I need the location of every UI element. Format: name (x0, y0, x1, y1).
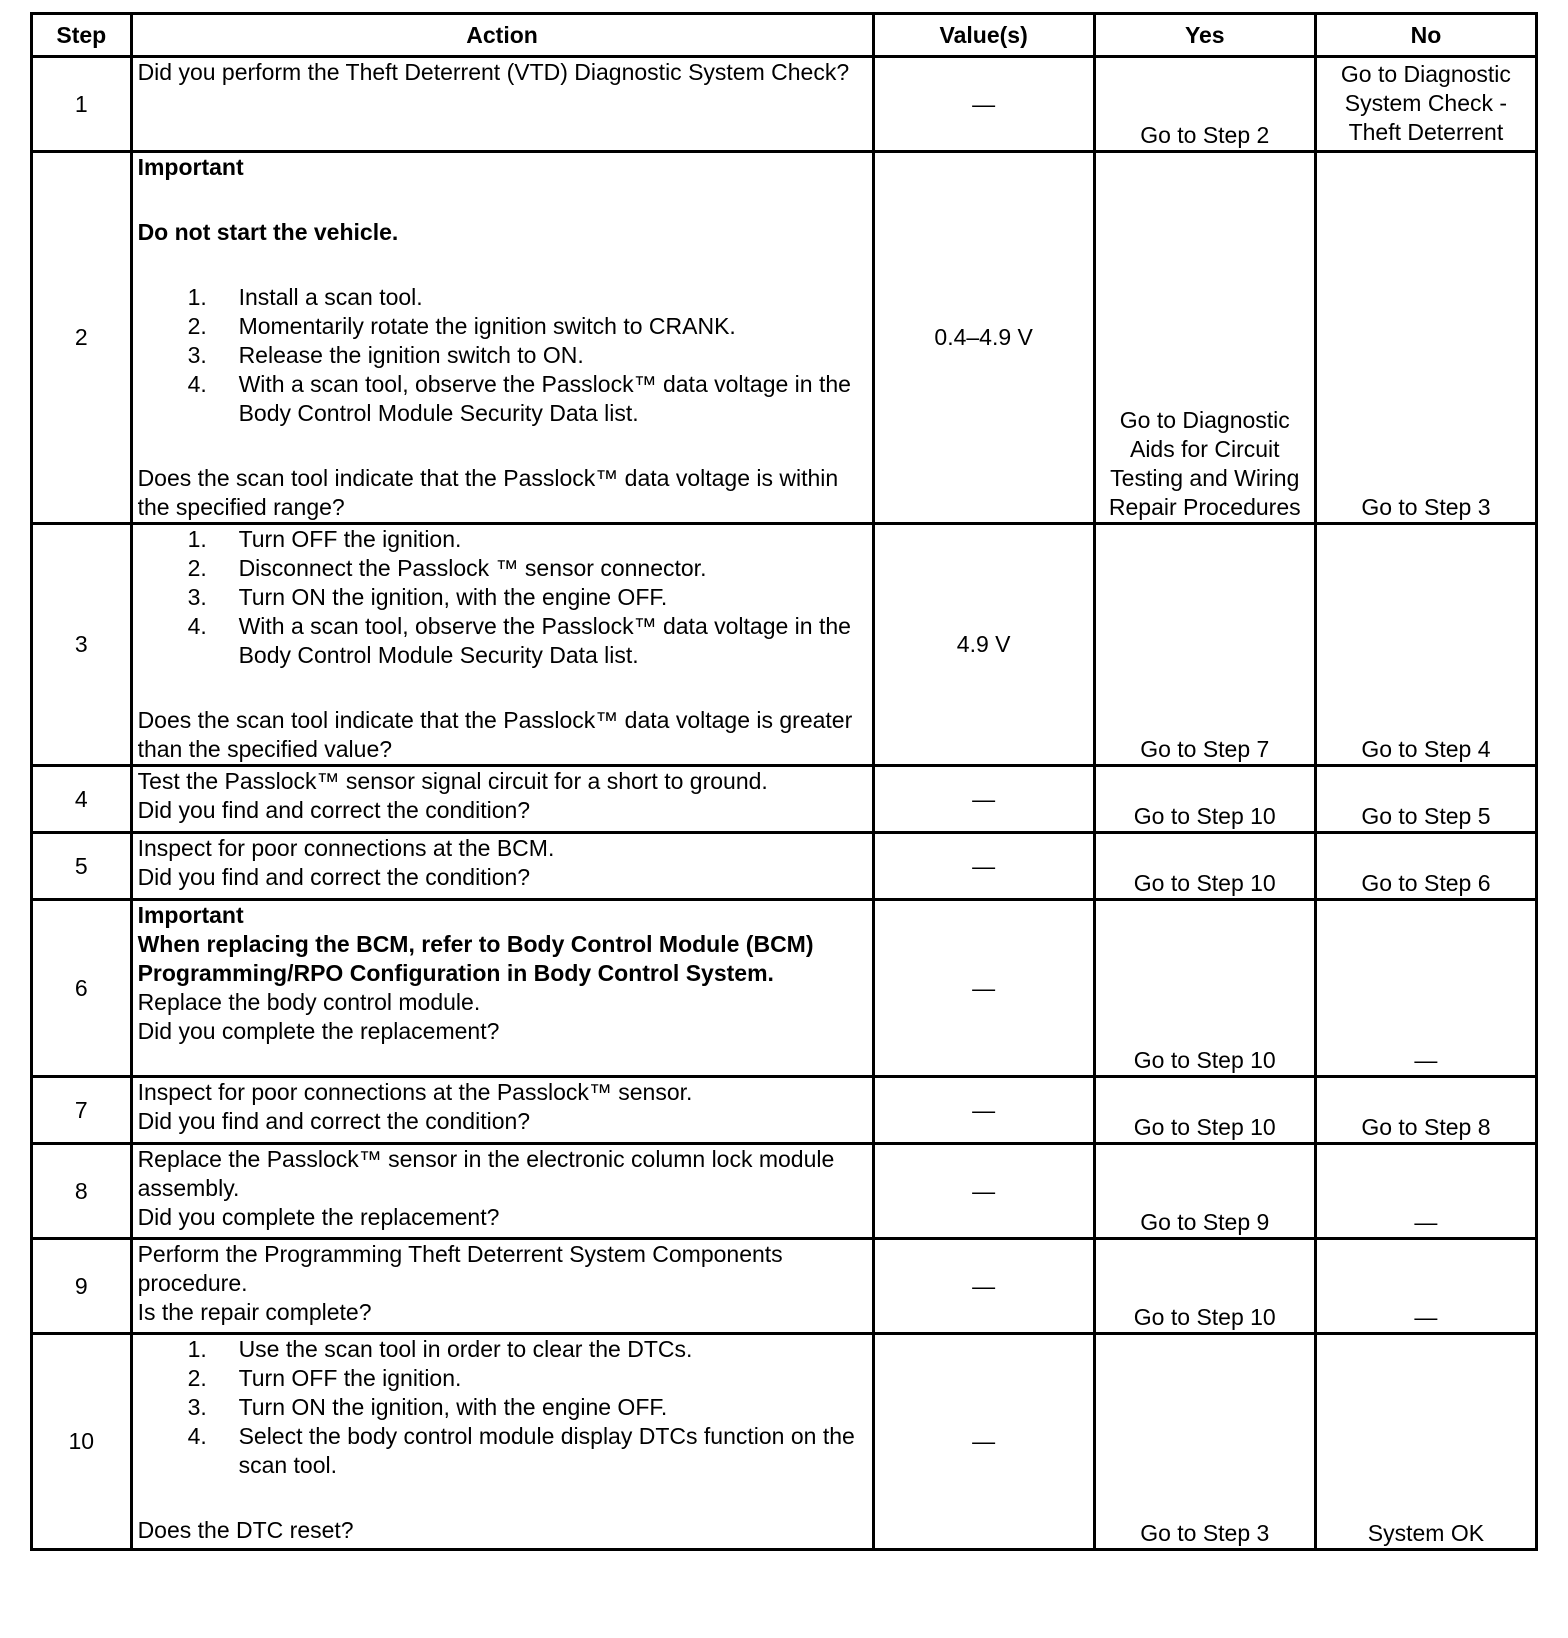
table-row (32, 1077, 1537, 1144)
list-item: 2. Disconnect the Passlock ™ sensor connector. (187, 555, 707, 581)
value-cell: — (873, 833, 1094, 900)
yes-cell: Go to Step 7 (1094, 524, 1315, 766)
table-row (32, 766, 1537, 833)
table-row (32, 1239, 1537, 1334)
yes-cell: Go to Step 10 (1094, 833, 1315, 900)
important-heading: Important (137, 902, 244, 928)
yes-cell: Go to Step 10 (1094, 1077, 1315, 1144)
action-cell (131, 1077, 873, 1144)
question-text: Is the repair complete? (137, 1299, 372, 1325)
action-cell (131, 152, 873, 524)
question-text: Did you find and correct the condition? (137, 864, 531, 890)
no-cell: — (1315, 1239, 1536, 1334)
important-heading: Important (137, 154, 244, 180)
step-number: 6 (32, 900, 132, 1077)
list-item: 3. Release the ignition switch to ON. (187, 342, 584, 368)
list-item: 1. Use the scan tool in order to clear the DTCs. (187, 1336, 693, 1362)
table-row (32, 833, 1537, 900)
step-number: 3 (32, 524, 132, 766)
list-item: 4. With a scan tool, observe the Passlock™ data voltage in the Body Control Module Security Data list. (187, 613, 851, 668)
header-values: Value(s) (873, 14, 1094, 57)
yes-cell: Go to Step 3 (1094, 1334, 1315, 1550)
step-number: 7 (32, 1077, 132, 1144)
action-cell (131, 57, 873, 152)
question-text: Does the DTC reset? (137, 1517, 354, 1543)
no-cell: Go to Step 8 (1315, 1077, 1536, 1144)
no-cell: Go to Step 3 (1315, 152, 1536, 524)
header-row (32, 14, 1537, 57)
no-cell: Go to Step 4 (1315, 524, 1536, 766)
question-text: Did you complete the replacement? (137, 1018, 500, 1044)
diagnostic-table (30, 12, 1538, 1551)
action-text: Perform the Programming Theft Deterrent System Components procedure. (137, 1241, 783, 1296)
yes-cell: Go to Step 10 (1094, 1239, 1315, 1334)
step-number: 4 (32, 766, 132, 833)
table-row (32, 1334, 1537, 1550)
question-text: Does the scan tool indicate that the Passlock™ data voltage is greater than the specified value? (137, 707, 853, 762)
important-note: When replacing the BCM, refer to Body Control Module (BCM) Programming/RPO Configuration in Body Control System. (137, 931, 814, 986)
table-row (32, 152, 1537, 524)
table-row (32, 1144, 1537, 1239)
yes-cell: Go to Step 10 (1094, 900, 1315, 1077)
action-cell (131, 833, 873, 900)
value-cell: — (873, 1334, 1094, 1550)
header-yes: Yes (1094, 14, 1315, 57)
value-cell: 4.9 V (873, 524, 1094, 766)
important-note: Do not start the vehicle. (137, 219, 399, 245)
step-number: 2 (32, 152, 132, 524)
action-text: Replace the body control module. (137, 989, 481, 1015)
header-step: Step (32, 14, 132, 57)
procedure-list (138, 525, 867, 670)
procedure-list (138, 283, 867, 428)
value-cell: — (873, 57, 1094, 152)
table-row (32, 524, 1537, 766)
action-text: Inspect for poor connections at the BCM. (137, 835, 555, 861)
list-item: 4. With a scan tool, observe the Passlock™ data voltage in the Body Control Module Security Data list. (187, 371, 851, 426)
action-cell (131, 1334, 873, 1550)
step-number: 5 (32, 833, 132, 900)
no-cell: Go to Step 6 (1315, 833, 1536, 900)
action-cell (131, 524, 873, 766)
action-text: Replace the Passlock™ sensor in the electronic column lock module assembly. (137, 1146, 835, 1201)
header-no: No (1315, 14, 1536, 57)
action-cell (131, 900, 873, 1077)
yes-cell: Go to Diagnostic Aids for Circuit Testing and Wiring Repair Procedures (1094, 152, 1315, 524)
step-number: 9 (32, 1239, 132, 1334)
question-text: Did you find and correct the condition? (137, 1108, 531, 1134)
procedure-list (138, 1335, 867, 1480)
action-text: Test the Passlock™ sensor signal circuit for a short to ground. (137, 768, 768, 794)
yes-cell: Go to Step 2 (1094, 57, 1315, 152)
list-item: 1. Turn OFF the ignition. (187, 526, 462, 552)
question-text: Did you complete the replacement? (137, 1204, 500, 1230)
value-cell: — (873, 766, 1094, 833)
no-cell: — (1315, 900, 1536, 1077)
value-cell: — (873, 1239, 1094, 1334)
step-number: 1 (32, 57, 132, 152)
action-text: Did you perform the Theft Deterrent (VTD) Diagnostic System Check? (137, 59, 850, 85)
table-row (32, 57, 1537, 152)
header-action: Action (131, 14, 873, 57)
value-cell: — (873, 900, 1094, 1077)
list-item: 3. Turn ON the ignition, with the engine OFF. (187, 1394, 668, 1420)
list-item: 2. Turn OFF the ignition. (187, 1365, 462, 1391)
yes-cell: Go to Step 10 (1094, 766, 1315, 833)
step-number: 10 (32, 1334, 132, 1550)
step-number: 8 (32, 1144, 132, 1239)
value-cell: — (873, 1144, 1094, 1239)
question-text: Does the scan tool indicate that the Passlock™ data voltage is within the specified range? (137, 465, 839, 520)
value-cell: — (873, 1077, 1094, 1144)
value-cell: 0.4–4.9 V (873, 152, 1094, 524)
yes-cell: Go to Step 9 (1094, 1144, 1315, 1239)
no-cell: Go to Diagnostic System Check - Theft Deterrent (1315, 57, 1536, 152)
action-cell (131, 766, 873, 833)
no-cell: Go to Step 5 (1315, 766, 1536, 833)
list-item: 1. Install a scan tool. (187, 284, 423, 310)
list-item: 3. Turn ON the ignition, with the engine OFF. (187, 584, 668, 610)
list-item: 4. Select the body control module display DTCs function on the scan tool. (187, 1423, 855, 1478)
no-cell: — (1315, 1144, 1536, 1239)
question-text: Did you find and correct the condition? (137, 797, 531, 823)
no-cell: System OK (1315, 1334, 1536, 1550)
list-item: 2. Momentarily rotate the ignition switch to CRANK. (187, 313, 736, 339)
action-cell (131, 1239, 873, 1334)
action-cell (131, 1144, 873, 1239)
table-row (32, 900, 1537, 1077)
action-text: Inspect for poor connections at the Passlock™ sensor. (137, 1079, 693, 1105)
